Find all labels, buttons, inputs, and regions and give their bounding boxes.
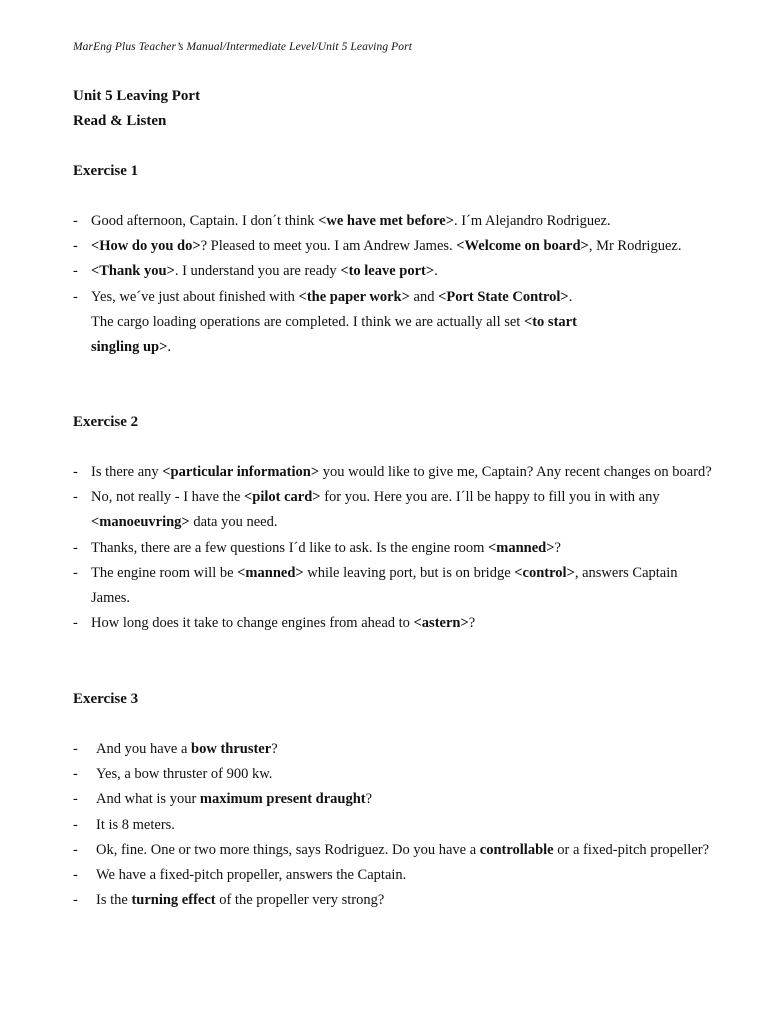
dialogue-line: - It is 8 meters. — [73, 813, 713, 838]
dash-bullet: - — [73, 539, 78, 556]
dialogue-line: - We have a fixed-pitch propeller, answers the Captain. — [73, 863, 713, 888]
bold-term: bow thruster — [191, 741, 272, 757]
dash-bullet: - — [73, 288, 78, 305]
dialogue-line: - Yes, a bow thruster of 900 kw. — [73, 762, 713, 787]
bold-term: turning effect — [131, 892, 216, 909]
bold-term: <manned> — [488, 539, 555, 556]
exercise-title: Exercise 1 — [73, 163, 139, 179]
dash-bullet: - — [73, 841, 78, 858]
running-header: MarEng Plus Teacher’s Manual/Intermediate Level/Unit 5 Leaving Port — [73, 41, 412, 53]
dash-bullet: - — [73, 564, 78, 581]
dash-bullet: - — [73, 213, 78, 229]
dialogue-line: - <Thank you>. I understand you are ready <to leave port>. — [73, 259, 713, 284]
dialogue-line: - Yes, we´ve just about finished with <the paper work> and <Port State Control>. The cargo loading operations are completed. I think we are actually all set <to start singling up>. — [73, 285, 713, 361]
dash-bullet: - — [73, 816, 78, 833]
dialogue-line: - The engine room will be <manned> while leaving port, but is on bridge <control>, answers Captain James. — [73, 561, 713, 611]
bold-term: controllable — [479, 841, 554, 858]
bold-term: <the paper work> — [298, 288, 410, 305]
bold-term: singling up> — [91, 339, 168, 356]
dialogue-line: - And what is your maximum present draught? — [73, 787, 713, 812]
dash-bullet: - — [73, 464, 78, 480]
dash-bullet: - — [73, 238, 78, 255]
exercise-2 — [73, 410, 713, 636]
bold-term: <astern> — [413, 615, 469, 632]
exercise-1 — [73, 159, 713, 360]
exercise-title: Exercise 2 — [73, 414, 139, 430]
dialogue-line: - No, not really - I have the <pilot card> for you. Here you are. I´ll be happy to fill you in with any <manoeuvring> data you need. — [73, 485, 713, 535]
bold-term: <to start — [523, 313, 577, 330]
bold-term: <to leave port> — [340, 263, 435, 280]
exercise-3 — [73, 687, 713, 913]
dash-bullet: - — [73, 489, 78, 506]
dash-bullet: - — [73, 741, 78, 757]
bold-term: <Welcome on board> — [456, 238, 589, 255]
dialogue-line: - <How do you do>? Pleased to meet you. I am Andrew James. <Welcome on board>, Mr Rodriguez. — [73, 234, 713, 259]
dialogue-line: - How long does it take to change engines from ahead to <astern>? — [73, 611, 713, 636]
bold-term: <Thank you> — [91, 263, 175, 280]
exercise-title: Exercise 3 — [73, 691, 139, 707]
dialogue-line: - Is there any <particular information> you would like to give me, Captain? Any recent changes on board? — [73, 460, 713, 485]
dash-bullet: - — [73, 263, 78, 280]
dash-bullet: - — [73, 766, 78, 783]
bold-term: <particular information> — [162, 464, 320, 480]
dialogue-list — [73, 737, 713, 913]
bold-term: <we have met before> — [318, 213, 454, 229]
bold-term: <Port State Control> — [438, 288, 569, 305]
dash-bullet: - — [73, 791, 78, 808]
bold-term: <manned> — [237, 564, 304, 581]
bold-term: <How do you do> — [91, 238, 201, 255]
dialogue-list — [73, 209, 713, 360]
dialogue-line: - Is the turning effect of the propeller very strong? — [73, 888, 713, 913]
unit-subtitle: Read & Listen — [73, 113, 167, 129]
dash-bullet: - — [73, 615, 78, 632]
bold-term: maximum present draught — [199, 791, 366, 808]
dialogue-list — [73, 460, 713, 636]
dash-bullet: - — [73, 892, 78, 909]
bold-term: <pilot card> — [244, 489, 321, 506]
bold-term: <manoeuvring> — [91, 514, 190, 531]
dash-bullet: - — [73, 867, 78, 884]
dialogue-line: - Ok, fine. One or two more things, says Rodriguez. Do you have a controllable or a fixed-pitch propeller? — [73, 838, 713, 863]
dialogue-line: - Thanks, there are a few questions I´d like to ask. Is the engine room <manned>? — [73, 536, 713, 561]
title-block — [73, 84, 200, 134]
dialogue-line: - And you have a bow thruster? — [73, 737, 713, 762]
unit-title: Unit 5 Leaving Port — [73, 88, 201, 104]
dialogue-line: - Good afternoon, Captain. I don´t think <we have met before>. I´m Alejandro Rodriguez. — [73, 209, 713, 234]
bold-term: <control> — [514, 564, 575, 581]
